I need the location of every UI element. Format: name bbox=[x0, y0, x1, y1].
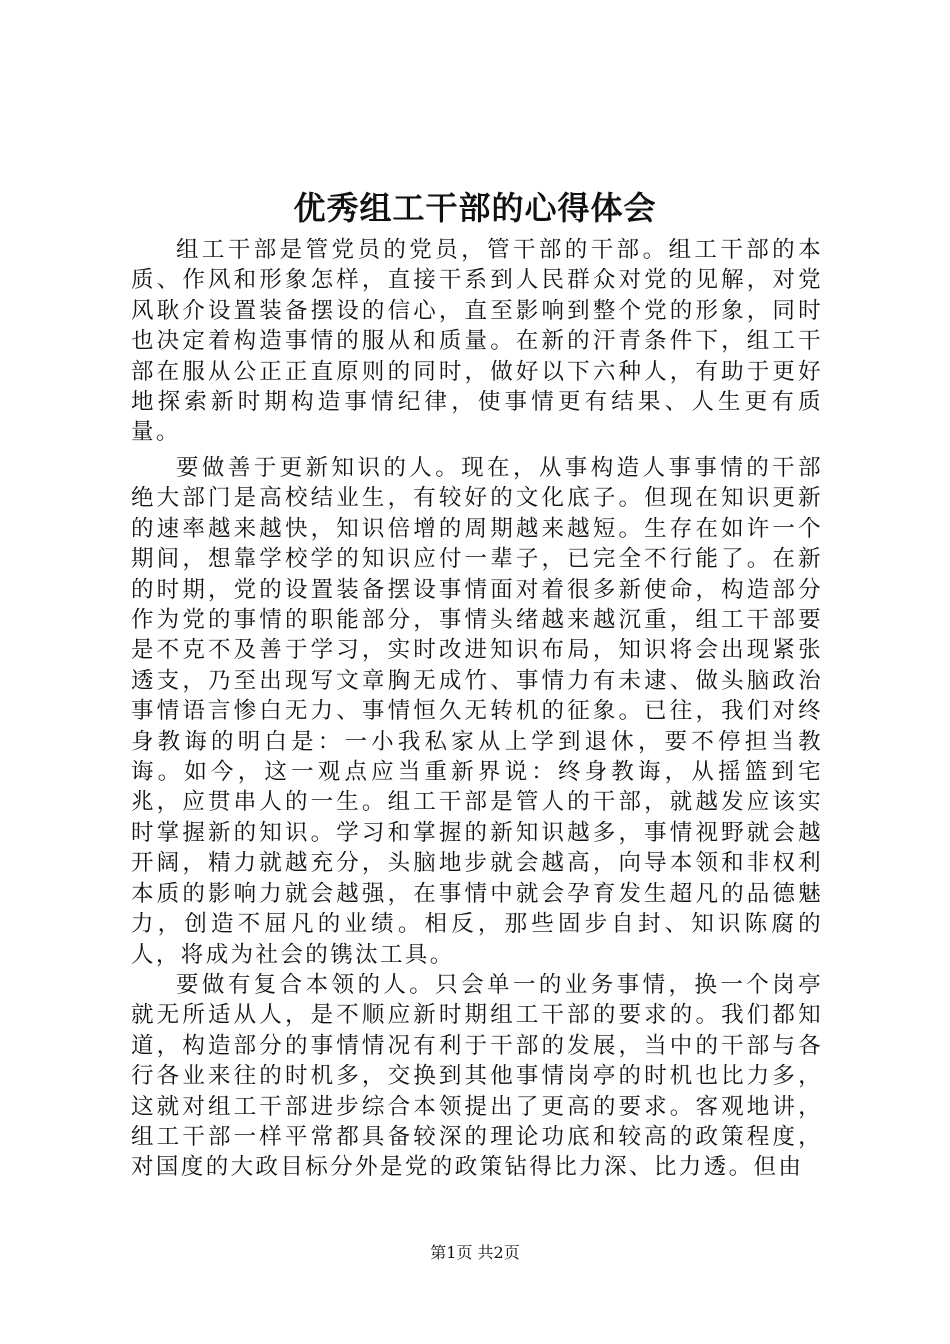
paragraph-composite-ability: 要做有复合本领的人。只会单一的业务事情，换一个岗亭就无所适从人，是不顺应新时期组工干部的要求的。我们都知道，构造部分的事情情况有利于干部的发展，当中的干部与各行各业来往的时机多，交换到其他事情岗亭的时机也比力多，这就对组工干部进步综合本领提出了更高的要求。客观地讲，组工干部一样平常都具备较深的理论功底和较高的政策程度，对国度的大政目标分外是党的政策钻得比力深、比力透。但由 bbox=[131, 971, 823, 1181]
document-title: 优秀组工干部的心得体会 bbox=[293, 189, 657, 227]
page-number-footer: 第1页 共2页 bbox=[430, 1243, 520, 1262]
paragraph-update-knowledge: 要做善于更新知识的人。现在，从事构造人事事情的干部绝大部门是高校结业生，有较好的文化底子。但现在知识更新的速率越来越快，知识倍增的周期越来越短。生存在如许一个期间，想靠学校学的知识应付一辈子，已完全不行能了。在新的时期，党的设置装备摆设事情面对着很多新使命，构造部分作为党的事情的职能部分，事情头绪越来越沉重，组工干部要是不克不及善于学习，实时改进知识布局，知识将会出现紧张透支，乃至出现写文章胸无成竹、事情力有未逮、做头脑政治事情语言惨白无力、事情恒久无转机的征象。已往，我们对终身教诲的明白是：一小我私家从上学到退休，要不停担当教诲。如今，这一观点应当重新界说：终身教诲，从摇篮到宅兆，应贯串人的一生。组工干部是管人的干部，就越发应该实时掌握新的知识。学习和掌握的新知识越多，事情视野就会越开阔，精力就越充分，头脑地步就会越高，向导本领和非权利本质的影响力就会越强，在事情中就会孕育发生超凡的品德魅力，创造不屈凡的业绩。相反，那些固步自封、知识陈腐的人，将成为社会的镌汰工具。 bbox=[131, 455, 823, 968]
main-section bbox=[131, 453, 823, 1183]
intro-section bbox=[131, 235, 823, 448]
paragraph-intro: 组工干部是管党员的党员，管干部的干部。组工干部的本质、作风和形象怎样，直接干系到人民群众对党的见解，对党风耿介设置装备摆设的信心，直至影响到整个党的形象，同时也决定着构造事情的服从和质量。在新的汗青条件下，组工干部在服从公正正直原则的同时，做好以下六种人，有助于更好地探索新时期构造事情纪律，使事情更有结果、人生更有质量。 bbox=[131, 237, 823, 446]
